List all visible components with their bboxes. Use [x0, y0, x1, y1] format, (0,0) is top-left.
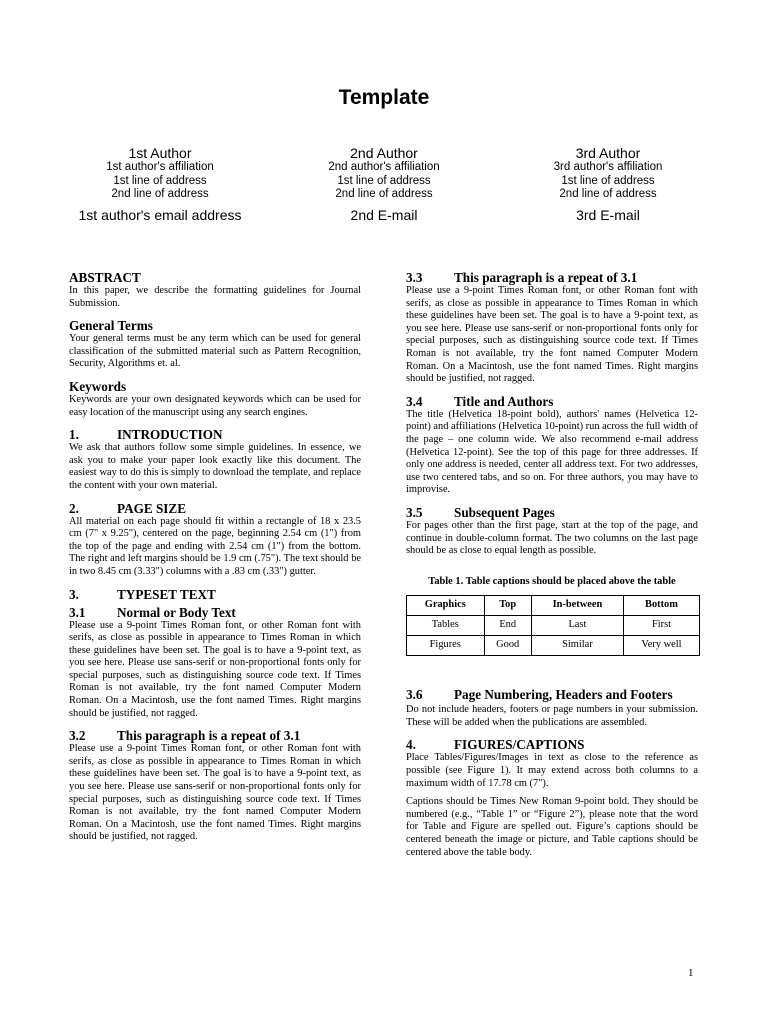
general-terms-text: Your general terms must be any term which can be used for general classification of the submitted material such as Pattern Recognition, Security, Algorithms et. al. — [69, 333, 361, 370]
section-title: Title and Authors — [454, 393, 554, 409]
section-heading — [69, 427, 361, 442]
section-heading — [406, 737, 698, 752]
table-header-cell: Graphics — [407, 596, 485, 616]
title-authors-body: The title (Helvetica 18-point bold), authors' names (Helvetica 12-point) and affiliations (Helvetica 10-point) run across the full width of the page – one column wide. We also recommend e-mail address (Helvetica 12-point). See the top of this page for three addresses. If only one address is needed, center all address text. For two addresses, use two centered tabs, and so on. For three authors, you may have to improvise. — [406, 408, 698, 496]
repeat-33-body: Please use a 9-point Times Roman font, or other Roman font with serifs, as close as possible in appearance to Times Roman in which these guidelines have been set. The goal is to have a 9-point text, as you see here. Please use sans-serif or non-proportional fonts only for special purposes, such as distinguishing source code text. If Times Roman is not available, try the font named Computer Modern Roman. On a Macintosh, use the font named Times. Right margins should be justified, not ragged. — [406, 285, 698, 385]
table-cell: End — [484, 616, 531, 636]
subsection-heading — [69, 605, 361, 620]
section-title: PAGE SIZE — [117, 500, 187, 516]
section-title: Page Numbering, Headers and Footers — [454, 687, 673, 703]
section-number: 3.1 — [69, 604, 86, 620]
subsection-heading — [406, 394, 698, 409]
section-title: INTRODUCTION — [117, 427, 223, 443]
keywords-text: Keywords are your own designated keywords which can be used for easy location of the manuscript using any search engines. — [69, 393, 361, 418]
repeat-32-body: Please use a 9-point Times Roman font, or other Roman font with serifs, as close as possible in appearance to Times Roman in which these guidelines have been set. The goal is to have a 9-point text, as you see here. Please use sans-serif or non-proportional fonts only for special purposes, such as distinguishing source code text. If Times Roman is not available, try the font named Computer Modern Roman. On a Macintosh, use the font named Times. Right margins should be justified, not ragged. — [69, 743, 361, 843]
subsection-heading — [406, 505, 698, 520]
author-block — [40, 146, 280, 223]
section-number: 3.2 — [69, 728, 86, 744]
section-number: 4. — [406, 737, 416, 753]
section-title: This paragraph is a repeat of 3.1 — [117, 728, 301, 744]
author-email: 2nd E-mail — [350, 206, 418, 223]
table-cell: Good — [484, 636, 531, 656]
table-cell: Similar — [531, 636, 623, 656]
abstract-text: In this paper, we describe the formatting guidelines for Journal Submission. — [69, 285, 361, 309]
table-cell: Figures — [407, 636, 485, 656]
author-address-line: 1st line of address — [337, 174, 431, 187]
section-number: 3.5 — [406, 504, 423, 520]
figures-body-2: Captions should be Times New Roman 9-point bold. They should be numbered (e.g., “Table 1” or “Figure 2”), please note that the word for Table and Figure are spelled out. Figure’s captions should be centered beneath the image or picture, and Table captions should be centered above the table body. — [406, 796, 698, 858]
section-title: Subsequent Pages — [454, 504, 555, 520]
right-column — [406, 270, 698, 859]
author-email: 3rd E-mail — [576, 206, 640, 223]
author-name: 1st Author — [128, 145, 192, 161]
author-affiliation: 3rd author's affiliation — [553, 161, 663, 173]
section-number: 3.4 — [406, 393, 423, 409]
author-block — [264, 146, 504, 223]
section-number: 1. — [69, 427, 79, 443]
normal-text-body: Please use a 9-point Times Roman font, or other Roman font with serifs, as close as possible in appearance to Times Roman in which these guidelines have been set. The goal is to have a 9-point text, as you see here. Please use sans-serif or non-proportional fonts only for special purposes, such as distinguishing source code text. If Times Roman is not available, try the font named Computer Modern Roman. On a Macintosh, use the font named Times. Right margins should be justified, not ragged. — [69, 619, 361, 719]
section-number: 3. — [69, 586, 79, 602]
section-number: 3.6 — [406, 687, 423, 703]
table-header-row — [407, 596, 700, 616]
author-email: 1st author's email address — [78, 206, 242, 223]
table-header-cell: Bottom — [623, 596, 699, 616]
table-header-cell: In-between — [531, 596, 623, 616]
table-caption: Table 1. Table captions should be placed above the table — [428, 575, 676, 587]
author-name: 2nd Author — [350, 145, 418, 161]
author-address-line: 1st line of address — [561, 174, 655, 187]
page-size-text: All material on each page should fit within a rectangle of 18 x 23.5 cm (7" x 9.25"), centered on the page, beginning 2.54 cm (1") from the top of the page and ending with 2.54 cm (1") from the bottom. The right and left margins should be 1.9 cm (.75"). The text should be in two 8.45 cm (3.33") columns with a .83 cm (.33") gutter. — [69, 515, 361, 577]
page-number: 1 — [688, 967, 694, 979]
section-number: 3.3 — [406, 270, 423, 285]
subsection-heading — [406, 686, 698, 704]
author-address-line: 2nd line of address — [335, 188, 433, 200]
section-heading — [69, 587, 361, 602]
table-row — [407, 616, 700, 636]
abstract-heading: ABSTRACT — [69, 270, 141, 285]
table-cell: Tables — [407, 616, 485, 636]
paper-title: Template — [338, 86, 430, 109]
keywords-heading: Keywords — [69, 378, 127, 394]
subsequent-pages-body: For pages other than the first page, start at the top of the page, and continue in double-column format. The two columns on the last page should be as close to equal length as possible. — [406, 519, 698, 557]
left-column — [69, 270, 361, 844]
figures-body-1: Place Tables/Figures/Images in text as close to the reference as possible (see Figure 1). It may extend across both columns to a maximum width of 17.78 cm (7"). — [406, 752, 698, 789]
author-affiliation: 1st author's affiliation — [106, 161, 214, 173]
table-header-cell: Top — [484, 596, 531, 616]
introduction-text: We ask that authors follow some simple guidelines. In essence, we ask you to make your paper look exactly like this document. The easiest way to do this is simply to download the template, and replace the content with your own material. — [69, 442, 361, 491]
author-name: 3rd Author — [575, 145, 641, 161]
section-title: This paragraph is a repeat of 3.1 — [454, 270, 638, 285]
page-numbering-body: Do not include headers, footers or page numbers in your submission. These will be added when the publications are assembled. — [406, 704, 698, 728]
table-row — [407, 636, 700, 656]
subsection-heading — [406, 270, 698, 285]
section-number: 2. — [69, 500, 79, 516]
general-terms-heading: General Terms — [69, 318, 153, 334]
section-title: TYPESET TEXT — [117, 586, 216, 602]
subsection-heading — [69, 728, 361, 743]
table-cell: Last — [531, 616, 623, 636]
results-table — [406, 595, 700, 656]
author-address-line: 1st line of address — [113, 174, 207, 187]
table-cell: First — [623, 616, 699, 636]
section-heading — [69, 501, 361, 516]
author-block — [488, 146, 728, 223]
section-title: FIGURES/CAPTIONS — [454, 737, 585, 753]
author-address-line: 2nd line of address — [111, 188, 209, 200]
author-affiliation: 2nd author's affiliation — [328, 161, 440, 173]
section-title: Normal or Body Text — [117, 604, 236, 620]
author-address-line: 2nd line of address — [559, 188, 657, 200]
table-cell: Very well — [623, 636, 699, 656]
